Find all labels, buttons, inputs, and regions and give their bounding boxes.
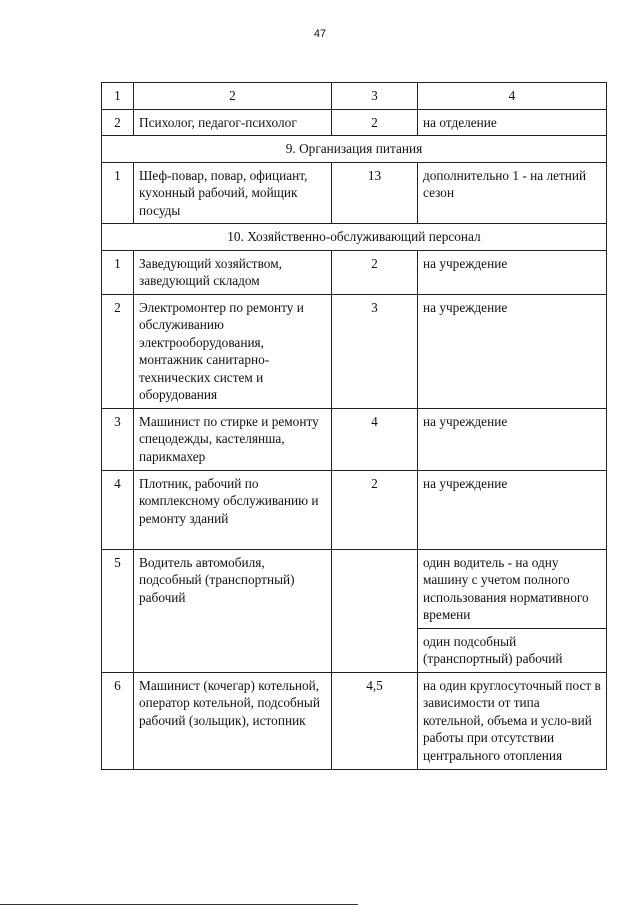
- row-number: 6: [102, 672, 134, 769]
- row-number: 1: [102, 250, 134, 294]
- note-cell: дополнительно 1 - на летний сезон: [418, 162, 607, 224]
- table-row: [102, 549, 607, 628]
- note-cell: на отделение: [418, 109, 607, 136]
- row-number: 5: [102, 549, 134, 672]
- quantity-cell: 3: [332, 294, 418, 408]
- section-row: [102, 224, 607, 251]
- position-cell: Плотник, рабочий по комплексному обслуживанию и ремонту зданий: [134, 470, 332, 549]
- note-cell-secondary: один подсобный (транспортный) рабочий: [418, 628, 607, 672]
- quantity-cell: 13: [332, 162, 418, 224]
- row-number: 2: [102, 109, 134, 136]
- quantity-cell: 2: [332, 250, 418, 294]
- table-header-row: [102, 83, 607, 110]
- note-cell: на учреждение: [418, 408, 607, 470]
- note-cell: на учреждение: [418, 470, 607, 549]
- quantity-cell: 4,5: [332, 672, 418, 769]
- row-number: 4: [102, 470, 134, 549]
- section-title-maintenance-staff: 10. Хозяйственно-обслуживающий персонал: [102, 224, 607, 251]
- quantity-cell: 4: [332, 408, 418, 470]
- header-col-2: 2: [134, 83, 332, 110]
- position-cell: Психолог, педагог-психолог: [134, 109, 332, 136]
- row-number: 1: [102, 162, 134, 224]
- position-cell: Электромонтер по ремонту и обслуживанию электрооборудования, монтажник санитарно-технических систем и оборудования: [134, 294, 332, 408]
- table-row: [102, 408, 607, 470]
- note-cell: на учреждение: [418, 250, 607, 294]
- position-cell: Водитель автомобиля, подсобный (транспортный) рабочий: [134, 549, 332, 672]
- position-cell: Шеф-повар, повар, официант, кухонный рабочий, мойщик посуды: [134, 162, 332, 224]
- table-row: [102, 672, 607, 769]
- table-row: [102, 250, 607, 294]
- note-cell: на учреждение: [418, 294, 607, 408]
- header-col-1: 1: [102, 83, 134, 110]
- header-col-3: 3: [332, 83, 418, 110]
- position-cell: Заведующий хозяйством, заведующий складом: [134, 250, 332, 294]
- position-cell: Машинист по стирке и ремонту спецодежды, кастелянша, парикмахер: [134, 408, 332, 470]
- header-col-4: 4: [418, 83, 607, 110]
- table-row: [102, 294, 607, 408]
- table-row: [102, 470, 607, 549]
- position-cell: Машинист (кочегар) котельной, оператор котельной, подсобный рабочий (зольщик), истопник: [134, 672, 332, 769]
- row-number: 2: [102, 294, 134, 408]
- quantity-cell: 2: [332, 109, 418, 136]
- note-cell: на один круглосуточный пост в зависимости от типа котельной, объема и усло-вий работы при отсутствии центрального отопления: [418, 672, 607, 769]
- page-number: 47: [313, 28, 327, 40]
- quantity-cell: 2: [332, 470, 418, 549]
- staffing-table: [101, 82, 607, 770]
- table-row: [102, 109, 607, 136]
- table-row: [102, 162, 607, 224]
- section-row: [102, 136, 607, 163]
- row-number: 3: [102, 408, 134, 470]
- section-title-catering: 9. Организация питания: [102, 136, 607, 163]
- note-cell: один водитель - на одну машину с учетом полного использования нормативного времени: [418, 549, 607, 628]
- quantity-cell: [332, 549, 418, 672]
